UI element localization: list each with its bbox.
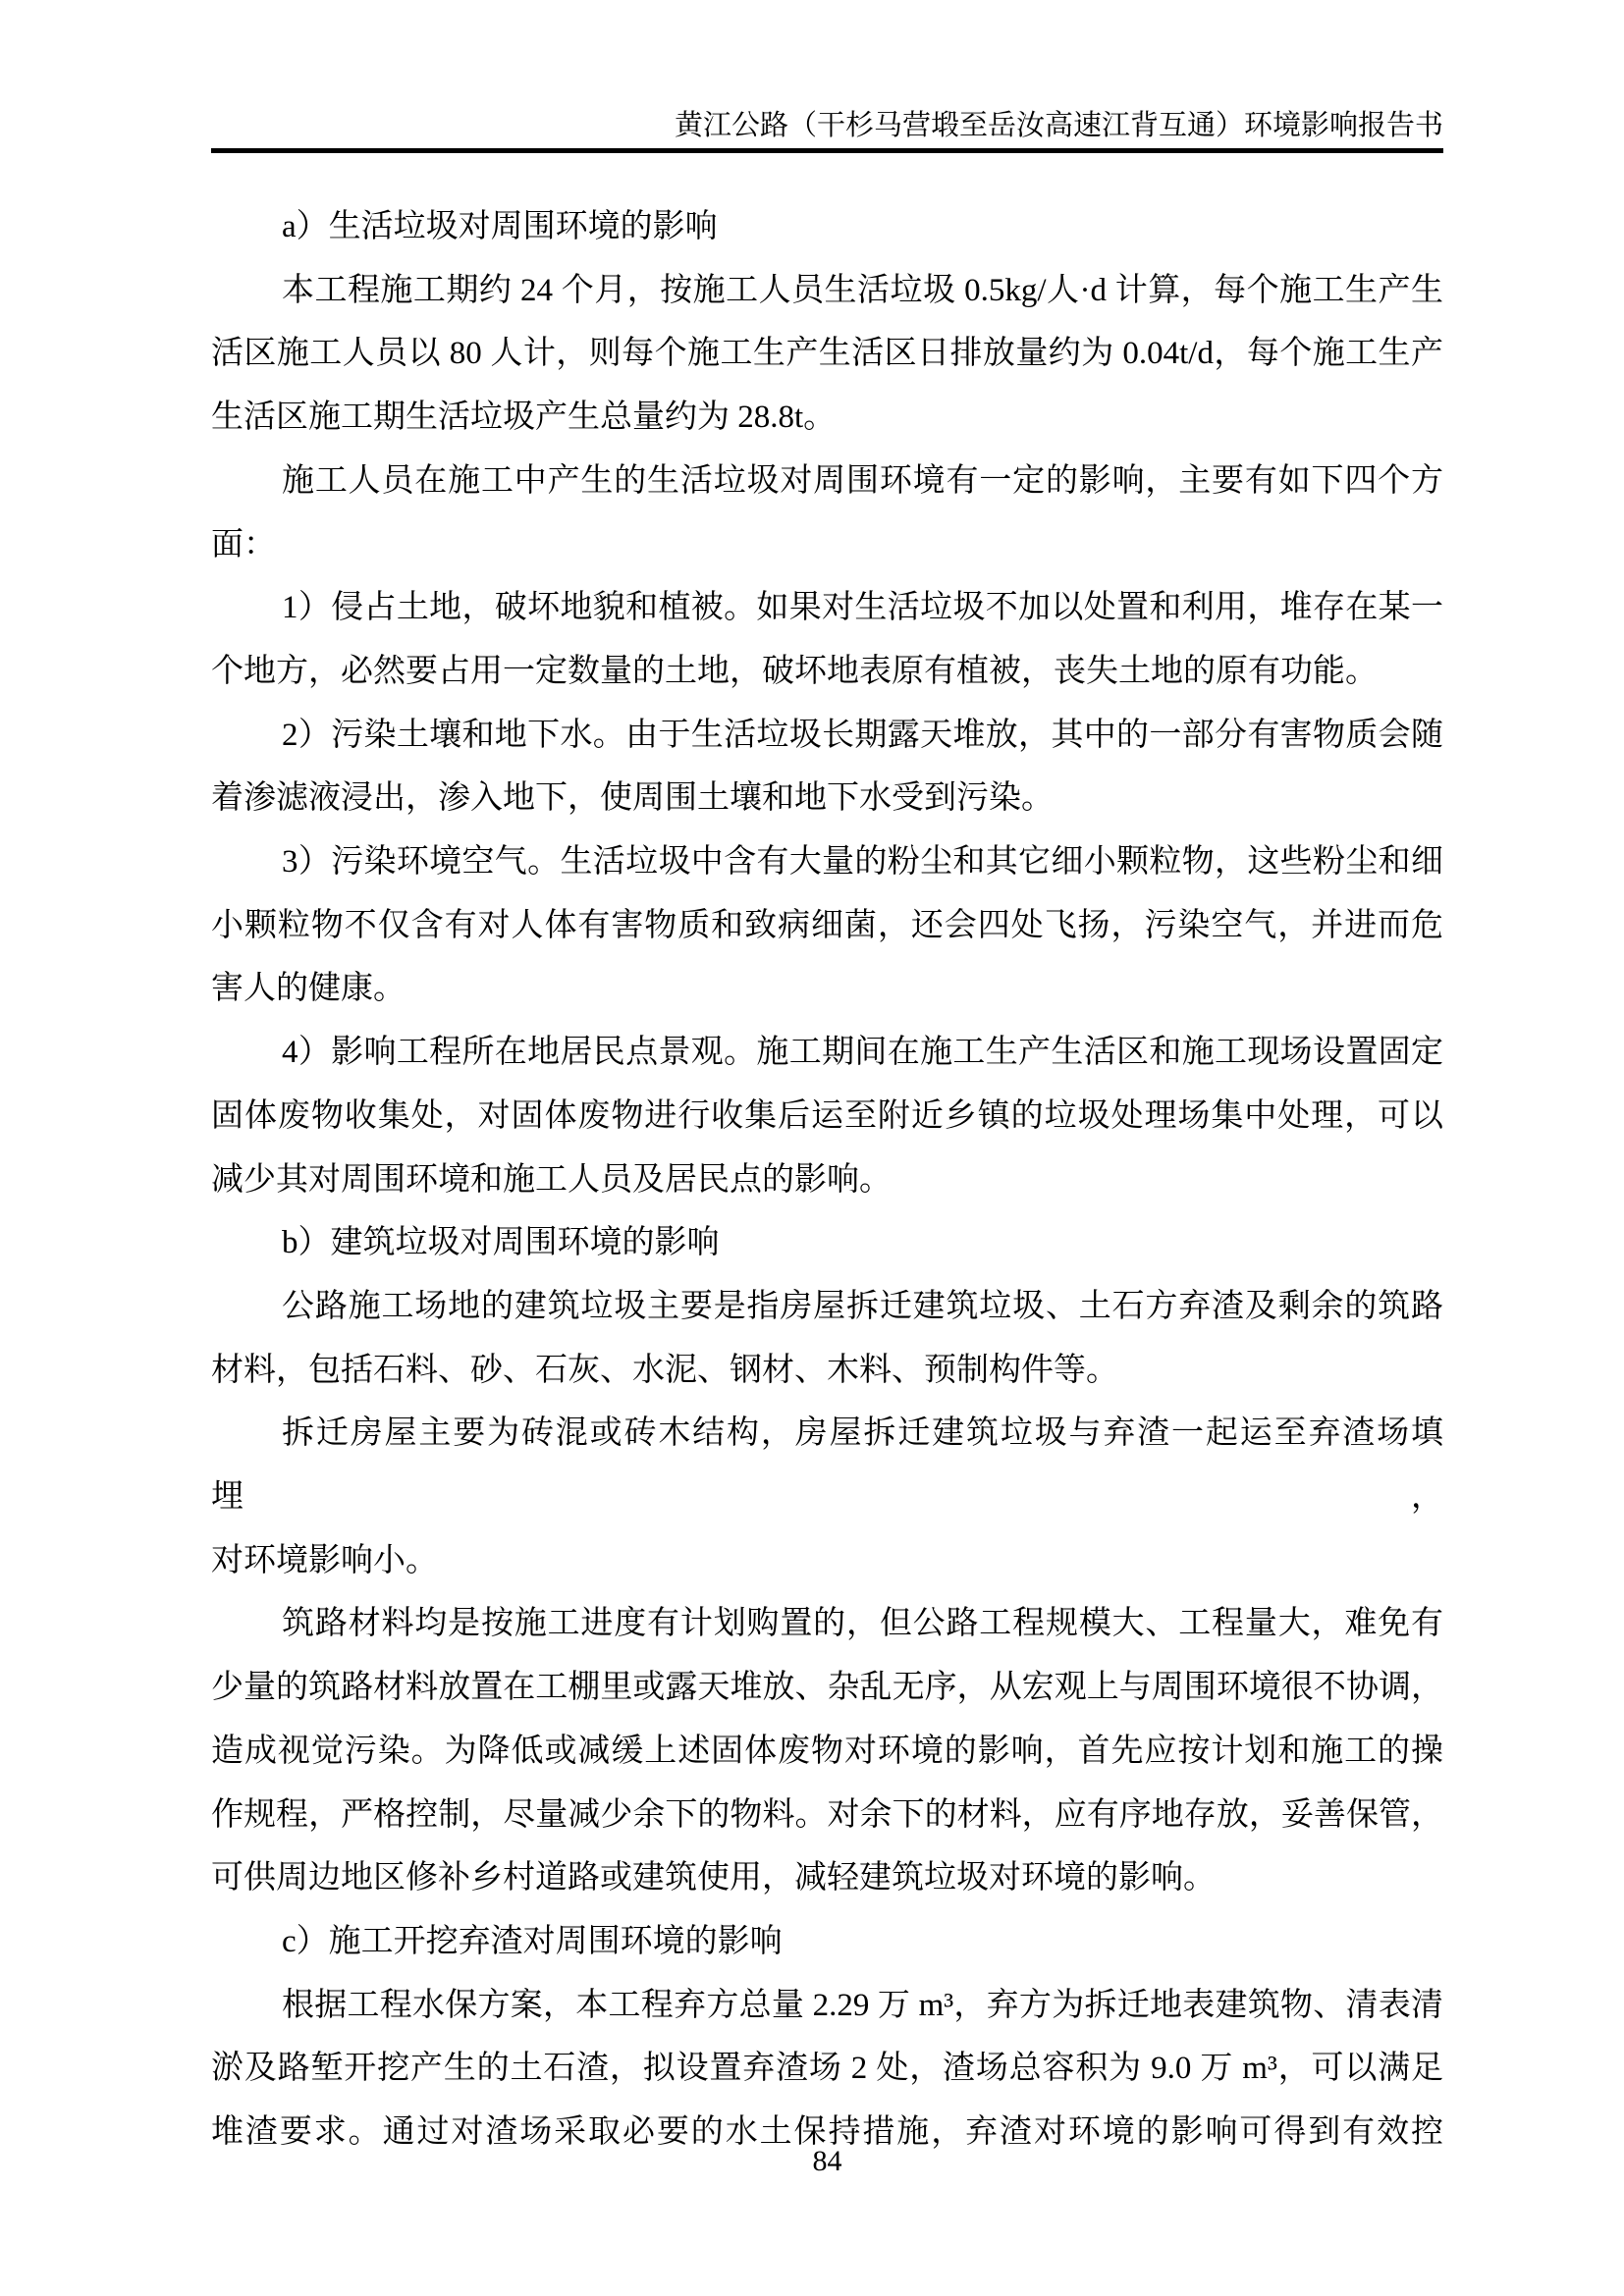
- body-line: 个地方，必然要占用一定数量的土地，破坏地表原有植被，丧失土地的原有功能。: [211, 653, 1378, 689]
- body-line: 作规程，严格控制，尽量减少余下的物料。对余下的材料，应有序地存放，妥善保管，: [211, 1796, 1443, 1833]
- body-line: 害人的健康。: [211, 971, 406, 1007]
- header-title: 黄江公路（干杉马营塅至岳汝高速江背互通）环境影响报告书: [674, 110, 1443, 141]
- body-line: 根据工程水保方案，本工程弃方总量 2.29 万 m³，弃方为拆迁地表建筑物、清表清: [282, 1987, 1443, 2023]
- body-line: 面：: [211, 526, 276, 562]
- body-line: 4）影响工程所在地居民点景观。施工期间在施工生产生活区和施工现场设置固定: [282, 1035, 1443, 1071]
- body-line: c）施工开挖弃渣对周围环境的影响: [282, 1923, 783, 1959]
- body-line: 着渗滤液浸出，渗入地下，使周围土壤和地下水受到污染。: [211, 780, 1054, 817]
- body-line: b）建筑垃圾对周围环境的影响: [282, 1225, 720, 1261]
- body-line: 2）污染土壤和地下水。由于生活垃圾长期露天堆放，其中的一部分有害物质会随: [282, 717, 1443, 753]
- body-line: 可供周边地区修补乡村道路或建筑使用，减轻建筑垃圾对环境的影响。: [211, 1860, 1216, 1896]
- header-rule: [211, 148, 1443, 153]
- body-line: 公路施工场地的建筑垃圾主要是指房屋拆迁建筑垃圾、土石方弃渣及剩余的筑路: [282, 1288, 1443, 1324]
- body-line: 生活区施工期生活垃圾产生总量约为 28.8t。: [211, 400, 837, 436]
- body-line: 3）污染环境空气。生活垃圾中含有大量的粉尘和其它细小颗粒物，这些粉尘和细: [282, 844, 1443, 881]
- body-line: 对环境影响小。: [211, 1542, 438, 1578]
- body-line: 减少其对周围环境和施工人员及居民点的影响。: [211, 1161, 892, 1198]
- page-number: 84: [812, 2145, 842, 2177]
- body-line: 淤及路堑开挖产生的土石渣，拟设置弃渣场 2 处，渣场总容积为 9.0 万 m³，可以满足: [211, 2051, 1443, 2087]
- body-line: 筑路材料均是按施工进度有计划购置的，但公路工程规模大、工程量大，难免有: [282, 1606, 1443, 1642]
- body-line: 1）侵占土地，破坏地貌和植被。如果对生活垃圾不加以处置和利用，堆存在某一: [282, 590, 1443, 626]
- body-line: 材料，包括石料、砂、石灰、水泥、钢材、木料、预制构件等。: [211, 1352, 1118, 1388]
- document-body: [211, 195, 1443, 2164]
- body-line: 施工人员在施工中产生的生活垃圾对周围环境有一定的影响，主要有如下四个方: [282, 462, 1443, 499]
- body-line: 固体废物收集处，对固体废物进行收集后运至附近乡镇的垃圾处理场集中处理，可以: [211, 1097, 1443, 1134]
- body-line: 本工程施工期约 24 个月，按施工人员生活垃圾 0.5kg/人·d 计算，每个施工生产生: [282, 272, 1443, 308]
- body-line: 小颗粒物不仅含有对人体有害物质和致病细菌，还会四处飞扬，污染空气，并进而危: [211, 907, 1443, 943]
- body-line: 堆渣要求。通过对渣场采取必要的水土保持措施，弃渣对环境的影响可得到有效控: [211, 2114, 1443, 2151]
- body-line: 活区施工人员以 80 人计，则每个施工生产生活区日排放量约为 0.04t/d，每个施工生产: [211, 336, 1443, 372]
- body-line: 造成视觉污染。为降低或减缓上述固体废物对环境的影响，首先应按计划和施工的操: [211, 1733, 1443, 1769]
- body-line: a）生活垃圾对周围环境的影响: [282, 209, 718, 244]
- body-line: 拆迁房屋主要为砖混或砖木结构，房屋拆迁建筑垃圾与弃渣一起运至弃渣场填埋，: [211, 1415, 1443, 1516]
- body-line: 少量的筑路材料放置在工棚里或露天堆放、杂乱无序，从宏观上与周围环境很不协调，: [211, 1670, 1443, 1706]
